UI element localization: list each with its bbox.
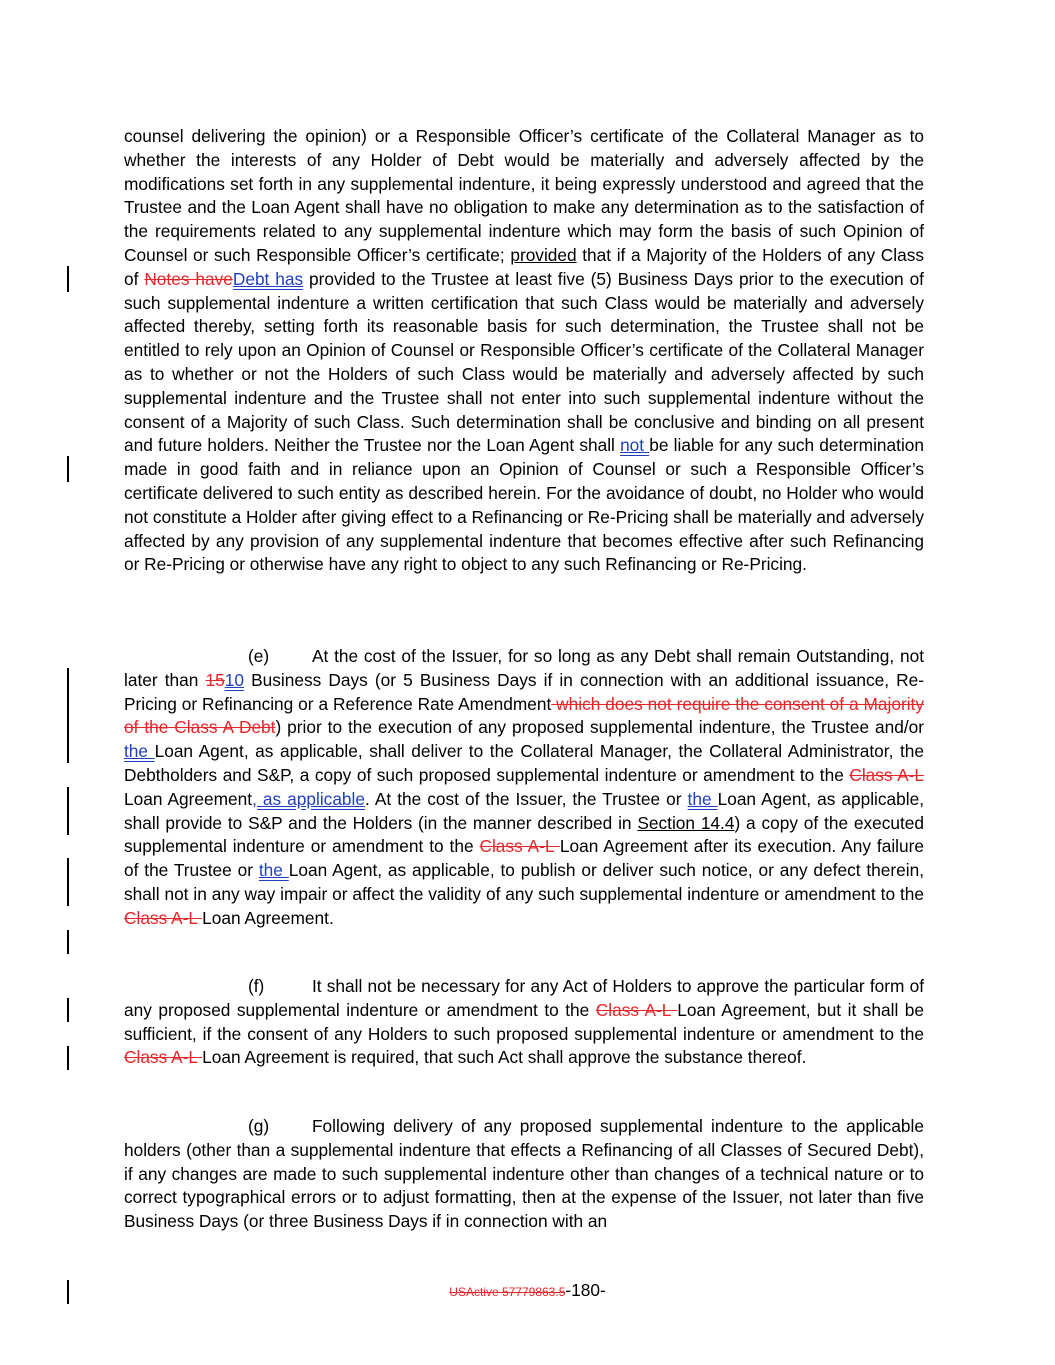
- inserted-text: Debt has: [232, 268, 304, 289]
- inserted-text: 10: [224, 669, 244, 690]
- text-run: Loan Agreement.: [202, 907, 334, 928]
- provided-term: provided: [510, 244, 577, 265]
- page-number: -180-: [565, 1280, 606, 1300]
- text-run: Loan Agent, as applicable, shall provide to S&P and the Holders (in the manner described in: [124, 788, 925, 833]
- paragraph-continued: [124, 125, 924, 577]
- paragraph-g: [124, 1115, 924, 1234]
- text-run: Loan Agreement after its execution. Any failure of the Trustee or: [124, 836, 924, 881]
- text-run: Loan Agent, as applicable, shall deliver to the Collateral Manager, the Collateral Administrator, the Debtholders and S&P, a copy of such proposed supplemental indenture or amendment to the: [124, 741, 924, 785]
- inserted-text: the: [687, 788, 718, 809]
- text-run: provided to the Trustee at least five (5) Business Days prior to the execution of such supplemental indenture a written certification that such Class would be materially and adversely affected thereby, setting forth its reasonable basis for such determination, the Trustee shall not be entitled to rely upon an Opinion of Counsel or Responsible Officer’s certificate of the Collateral Manager as to whether or not the Holders of such Class would be materially and adversely affected by such supplemental indenture and the Trustee shall not enter into such supplemental indenture without the consent of a Majority of such Class. Such determination shall be conclusive and binding on all present and future holders. Neither the Trustee nor the Loan Agent shall: [124, 268, 924, 456]
- text-run: ) a copy of the executed supplemental indenture or amendment to the: [124, 812, 925, 857]
- deleted-text: Notes have: [144, 268, 233, 289]
- inserted-text: not: [620, 435, 650, 456]
- text-run: ) prior to the execution of any proposed supplemental indenture, the Trustee and/or: [275, 717, 924, 738]
- change-bar: [67, 693, 69, 763]
- paragraph-label: (e): [248, 646, 270, 666]
- inserted-text: the: [258, 860, 289, 881]
- deleted-text: Class A-L: [849, 764, 925, 785]
- text-run: Loan Agent, as applicable, to publish or deliver such notice, or any defect therein, shall not in any way impair or affect the validity of any such supplemental indenture or amendment to the: [124, 860, 925, 904]
- deleted-text: which does not require the consent of a Majority of the Class A Debt: [124, 693, 924, 738]
- inserted-text: the: [124, 741, 155, 762]
- text-run: Following delivery of any proposed supplemental indenture to the applicable holders (other than a supplemental indenture that effects a Refinancing of all Classes of Secured Debt), if any changes are made to such supplemental indenture other than changes of a technical nature or to correct typographical errors or to adjust formatting, then at the expense of the Issuer, not later than five Business Days (or three Business Days if in connection with an: [124, 1116, 924, 1232]
- page-footer: [0, 1280, 1055, 1301]
- paragraph-label: (f): [248, 976, 265, 996]
- text-run: At the cost of the Issuer, for so long as any Debt shall remain Outstanding, not later than: [124, 646, 924, 690]
- text-run: that if a Majority of the Holders of any Class of: [124, 244, 924, 289]
- change-bar: [67, 668, 69, 694]
- deleted-text: Class A-L: [479, 836, 560, 857]
- deleted-text: Class A-L: [124, 907, 203, 928]
- paragraph-e: [124, 645, 924, 931]
- text-run: Business Days (or 5 Business Days if in connection with an additional issuance, Re-Pricing or Refinancing or a Reference Rate Amendment: [124, 669, 924, 714]
- change-bar: [67, 456, 69, 482]
- section-reference: Section 14.4: [637, 812, 735, 833]
- change-bar: [67, 858, 69, 906]
- text-run: Loan Agreement: [124, 788, 253, 809]
- paragraph-f: [124, 975, 924, 1070]
- change-bar: [67, 930, 69, 954]
- deleted-text: Class A-L: [595, 999, 678, 1020]
- deleted-text: Class A-L: [124, 1047, 203, 1068]
- paragraph-label: (g): [248, 1116, 270, 1136]
- document-id: USActive 57779863.5: [449, 1285, 566, 1299]
- text-run: Loan Agreement, but it shall be sufficient, if the consent of any Holders to such proposed supplemental indenture or amendment to the: [124, 999, 924, 1044]
- change-bar: [67, 1046, 69, 1070]
- text-run: be liable for any such determination made in good faith and in reliance upon an Opinion of Counsel or such a Responsible Officer’s certificate delivered to such entity as described herein. For the avoidance of doubt, no Holder who would not constitute a Holder after giving effect to a Refinancing or Re-Pricing shall be materially and adversely affected by any provision of any supplemental indenture that becomes effective after such Refinancing or Re-Pricing or otherwise have any right to object to any such Refinancing or Re-Pricing.: [124, 435, 925, 575]
- deleted-text: 15: [205, 669, 225, 690]
- change-bar: [67, 998, 69, 1022]
- change-bar: [67, 266, 69, 292]
- text-run: Loan Agreement is required, that such Act shall approve the substance thereof.: [202, 1047, 807, 1068]
- text-run: counsel delivering the opinion) or a Responsible Officer’s certificate of the Collateral Manager as to whether the interests of any Holder of Debt would be materially and adversely affected by the modifications set forth in any supplemental indenture, it being expressly understood and agreed that the Trustee and the Loan Agent shall have no obligation to make any determination as to the satisfaction of the requirements related to any supplemental indenture which may form the basis of such Opinion of Counsel or such Responsible Officer’s certificate;: [124, 126, 924, 265]
- text-run: It shall not be necessary for any Act of Holders to approve the particular form of any proposed supplemental indenture or amendment to the: [124, 976, 924, 1020]
- inserted-text: , as applicable: [252, 788, 365, 809]
- change-bar: [67, 787, 69, 835]
- text-run: . At the cost of the Issuer, the Trustee or: [365, 788, 688, 809]
